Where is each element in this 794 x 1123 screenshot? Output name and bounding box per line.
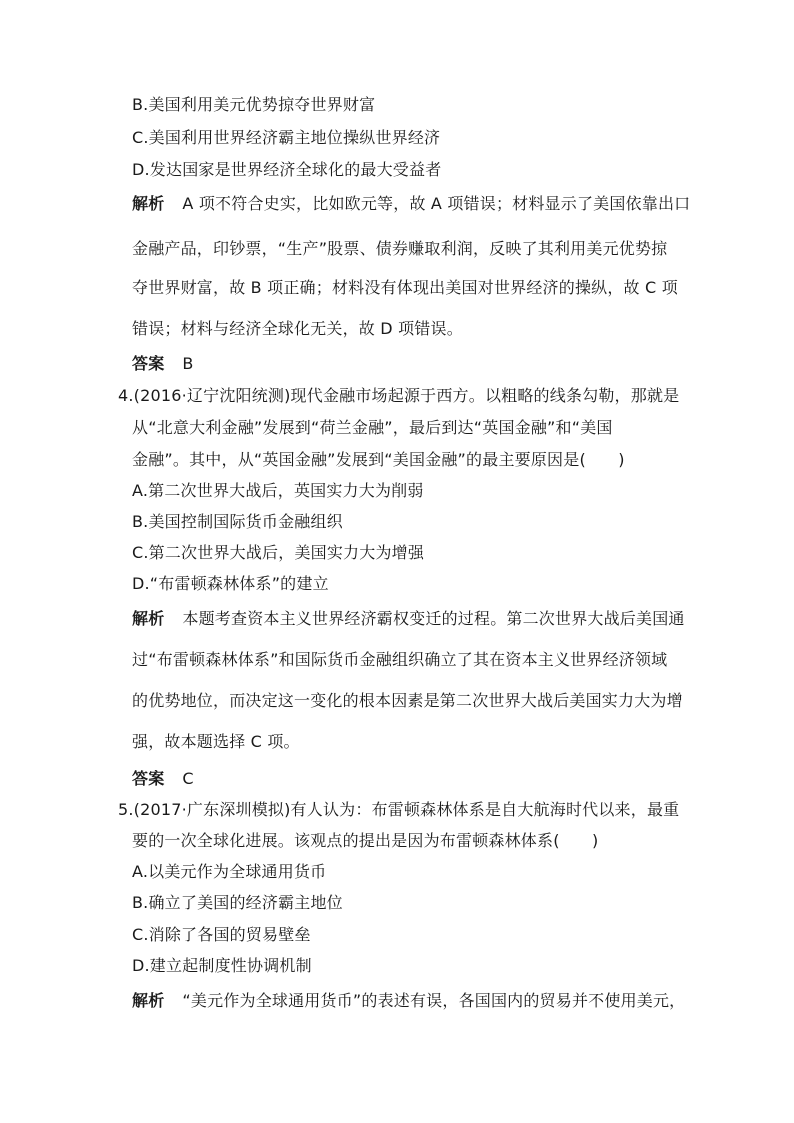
- q3-option-d: D.发达国家是世界经济全球化的最大受益者: [132, 160, 442, 179]
- q3-answer-value: B: [182, 354, 194, 373]
- q5-option-d: D.建立起制度性协调机制: [132, 956, 312, 975]
- q3-option-b: B.美国利用美元优势掠夺世界财富: [132, 95, 376, 114]
- q4-answer-label: 答案: [132, 769, 165, 788]
- q4-answer-value: C: [182, 769, 194, 788]
- q3-analysis-line-3: 夺世界财富，故 B 项正确；材料没有体现出美国对世界经济的操纵，故 C 项: [132, 278, 678, 297]
- q3-analysis-line-2: 金融产品，印钞票，“生产”股票、债券赚取利润，反映了其利用美元优势掠: [132, 239, 668, 258]
- q3-answer: [132, 353, 194, 375]
- q4-stem-line-3: 金融”。其中，从“英国金融”发展到“美国金融”的最主要原因是( ): [132, 450, 625, 469]
- q3-answer-label: 答案: [132, 354, 165, 373]
- q4-analysis-line-2: 过“布雷顿森林体系”和国际货币金融组织确立了其在资本主义世界经济领域: [132, 650, 668, 669]
- q4-analysis-label: 解析: [132, 609, 165, 628]
- q3-analysis-line-4: 错误；材料与经济全球化无关，故 D 项错误。: [132, 319, 463, 338]
- q5-option-a: A.以美元作为全球通用货币: [132, 862, 327, 881]
- q3-analysis-text: A 项不符合史实，比如欧元等，故 A 项错误；材料显示了美国依靠出口: [182, 194, 691, 213]
- q5-option-b: B.确立了美国的经济霸主地位: [132, 893, 343, 912]
- q3-analysis-label: 解析: [132, 194, 165, 213]
- q4-analysis-text: 本题考查资本主义世界经济霸权变迁的过程。第二次世界大战后美国通: [182, 609, 685, 628]
- q4-option-a: A.第二次世界大战后，英国实力大为削弱: [132, 481, 424, 500]
- q4-answer: [132, 768, 194, 790]
- q5-analysis-line-1: [132, 990, 685, 1012]
- q4-option-c: C.第二次世界大战后，美国实力大为增强: [132, 543, 425, 562]
- q4-analysis-line-3: 的优势地位，而决定这一变化的根本因素是第二次世界大战后美国实力大为增: [132, 691, 683, 710]
- q5-stem-line-1: 5.(2017·广东深圳模拟)有人认为：布雷顿森林体系是自大航海时代以来，最重: [118, 800, 680, 819]
- q4-analysis-line-4: 强，故本题选择 C 项。: [132, 732, 300, 751]
- q4-stem-line-1: 4.(2016·辽宁沈阳统测)现代金融市场起源于西方。以粗略的线条勾勒，那就是: [118, 386, 680, 405]
- q5-option-c: C.消除了各国的贸易壁垒: [132, 925, 311, 944]
- q3-analysis-line-1: [132, 193, 690, 215]
- q4-option-b: B.美国控制国际货币金融组织: [132, 512, 343, 531]
- q5-stem-line-2: 要的一次全球化进展。该观点的提出是因为布雷顿森林体系( ): [132, 831, 599, 850]
- q4-analysis-line-1: [132, 608, 685, 630]
- q4-stem-line-2: 从“北意大利金融”发展到“荷兰金融”，最后到达“英国金融”和“美国: [132, 418, 613, 437]
- q3-option-c: C.美国利用世界经济霸主地位操纵世界经济: [132, 128, 441, 147]
- q5-analysis-label: 解析: [132, 991, 165, 1010]
- q5-analysis-text: “美元作为全球通用货币”的表述有误，各国国内的贸易并不使用美元，: [182, 991, 686, 1010]
- q4-option-d: D.“布雷顿森林体系”的建立: [132, 574, 329, 593]
